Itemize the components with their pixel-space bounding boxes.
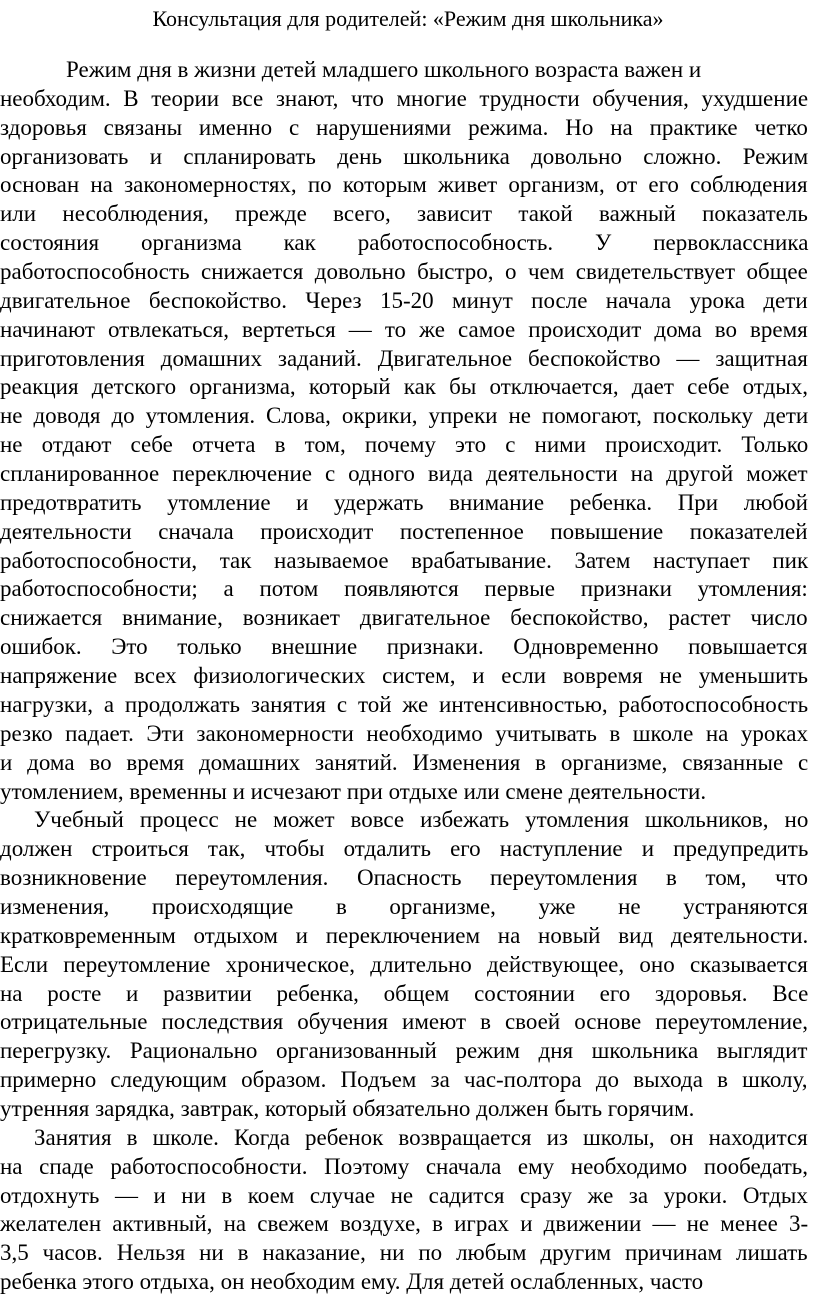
text-line: напряжение всех физиологических систем, и если вовремя не уменьшить bbox=[0, 663, 809, 689]
text-line: не доводя до утомления. Слова, окрики, упреки не помогают, поскольку дети bbox=[0, 403, 809, 429]
text-line: работоспособность снижается довольно быстро, о чем свидетельствует общее bbox=[0, 259, 808, 285]
text-line: отдохнуть — и ни в коем случае не садится сразу же за уроки. Отдых bbox=[0, 1182, 808, 1208]
text-line: нагрузки, а продолжать занятия с той же интенсивностью, работоспособность bbox=[0, 691, 809, 717]
text-line: двигательное беспокойство. Через 15-20 минут после начала урока дети bbox=[0, 287, 808, 313]
text-line: спланированное переключение с одного вида деятельности на другой может bbox=[0, 461, 808, 487]
text-line: организовать и спланировать день школьника довольно сложно. Режим bbox=[0, 143, 809, 169]
text-line: Учебный процесс не может вовсе избежать утомления школьников, но bbox=[34, 807, 809, 833]
text-line: примерно следующим образом. Подъем за час-полтора до выхода в школу, bbox=[0, 1067, 808, 1093]
text-line: возникновение переутомления. Опасность переутомления в том, что bbox=[0, 865, 808, 891]
text-line: предотвратить утомление и удержать внимание ребенка. При любой bbox=[0, 489, 808, 515]
text-line: резко падает. Эти закономерности необходимо учитывать в школе на уроках bbox=[0, 720, 808, 746]
text-line: работоспособности, так называемое врабатывание. Затем наступает пик bbox=[0, 547, 809, 573]
text-line: утомлением, временны и исчезают при отдыхе или смене деятельности. bbox=[0, 778, 707, 804]
text-line: основан на закономерностях, по которым живет организм, от его соблюдения bbox=[0, 172, 808, 198]
text-line: Занятия в школе. Когда ребенок возвращается из школы, он находится bbox=[34, 1124, 808, 1150]
text-line: приготовления домашних заданий. Двигательное беспокойство — защитная bbox=[0, 345, 808, 371]
text-line: ошибок. Это только внешние признаки. Одновременно повышается bbox=[0, 634, 808, 660]
text-line: Режим дня в жизни детей младшего школьного возраста важен и bbox=[66, 57, 702, 82]
text-line: на росте и развитии ребенка, общем состоянии его здоровья. Все bbox=[0, 980, 809, 1006]
text-line: работоспособности; а потом появляются первые признаки утомления: bbox=[0, 576, 808, 602]
text-line: состояния организма как работоспособность. У первоклассника bbox=[0, 230, 809, 256]
text-line: реакция детского организма, который как бы отключается, дает себе отдых, bbox=[0, 374, 808, 400]
text-line: кратковременным отдыхом и переключением на новый вид деятельности. bbox=[0, 922, 809, 948]
text-line: отрицательные последствия обучения имеют в своей основе переутомление, bbox=[0, 1009, 809, 1035]
text-line: Если переутомление хроническое, длительно действующее, оно сказывается bbox=[0, 951, 808, 977]
text-line: перегрузку. Рационально организованный режим дня школьника выглядит bbox=[0, 1038, 808, 1064]
text-line: необходим. В теории все знают, что многие трудности обучения, ухудшение bbox=[0, 85, 809, 111]
text-line: здоровья связаны именно с нарушениями режима. Но на практике четко bbox=[0, 114, 808, 140]
text-line: должен строиться так, чтобы отдалить его наступление и предупредить bbox=[0, 836, 809, 862]
text-line: утренняя зарядка, завтрак, который обязательно должен быть горячим. bbox=[0, 1095, 695, 1121]
text-line: начинают отвлекаться, вертеться — то же самое происходит дома во время bbox=[0, 316, 808, 342]
document-title: Консультация для родителей: «Режим дня школьника» bbox=[152, 6, 664, 31]
text-line: изменения, происходящие в организме, уже не устраняются bbox=[0, 893, 808, 919]
text-line: снижается внимание, возникает двигательное беспокойство, растет число bbox=[0, 605, 808, 631]
text-line: не отдают себе отчета в том, почему это с ними происходит. Только bbox=[0, 432, 809, 458]
text-line: деятельности сначала происходит постепенное повышение показателей bbox=[0, 518, 808, 544]
text-line: 3,5 часов. Нельзя ни в наказание, ни по любым другим причинам лишать bbox=[0, 1240, 808, 1266]
text-line: ребенка этого отдыха, он необходим ему. Для детей ослабленных, часто bbox=[0, 1269, 704, 1295]
text-line: или несоблюдения, прежде всего, зависит такой важный показатель bbox=[0, 201, 808, 227]
text-line: на спаде работоспособности. Поэтому сначала ему необходимо пообедать, bbox=[0, 1153, 808, 1179]
text-line: желателен активный, на свежем воздухе, в играх и движении — не менее 3- bbox=[0, 1211, 809, 1237]
text-line: и дома во время домашних занятий. Изменения в организме, связанные с bbox=[0, 749, 809, 775]
